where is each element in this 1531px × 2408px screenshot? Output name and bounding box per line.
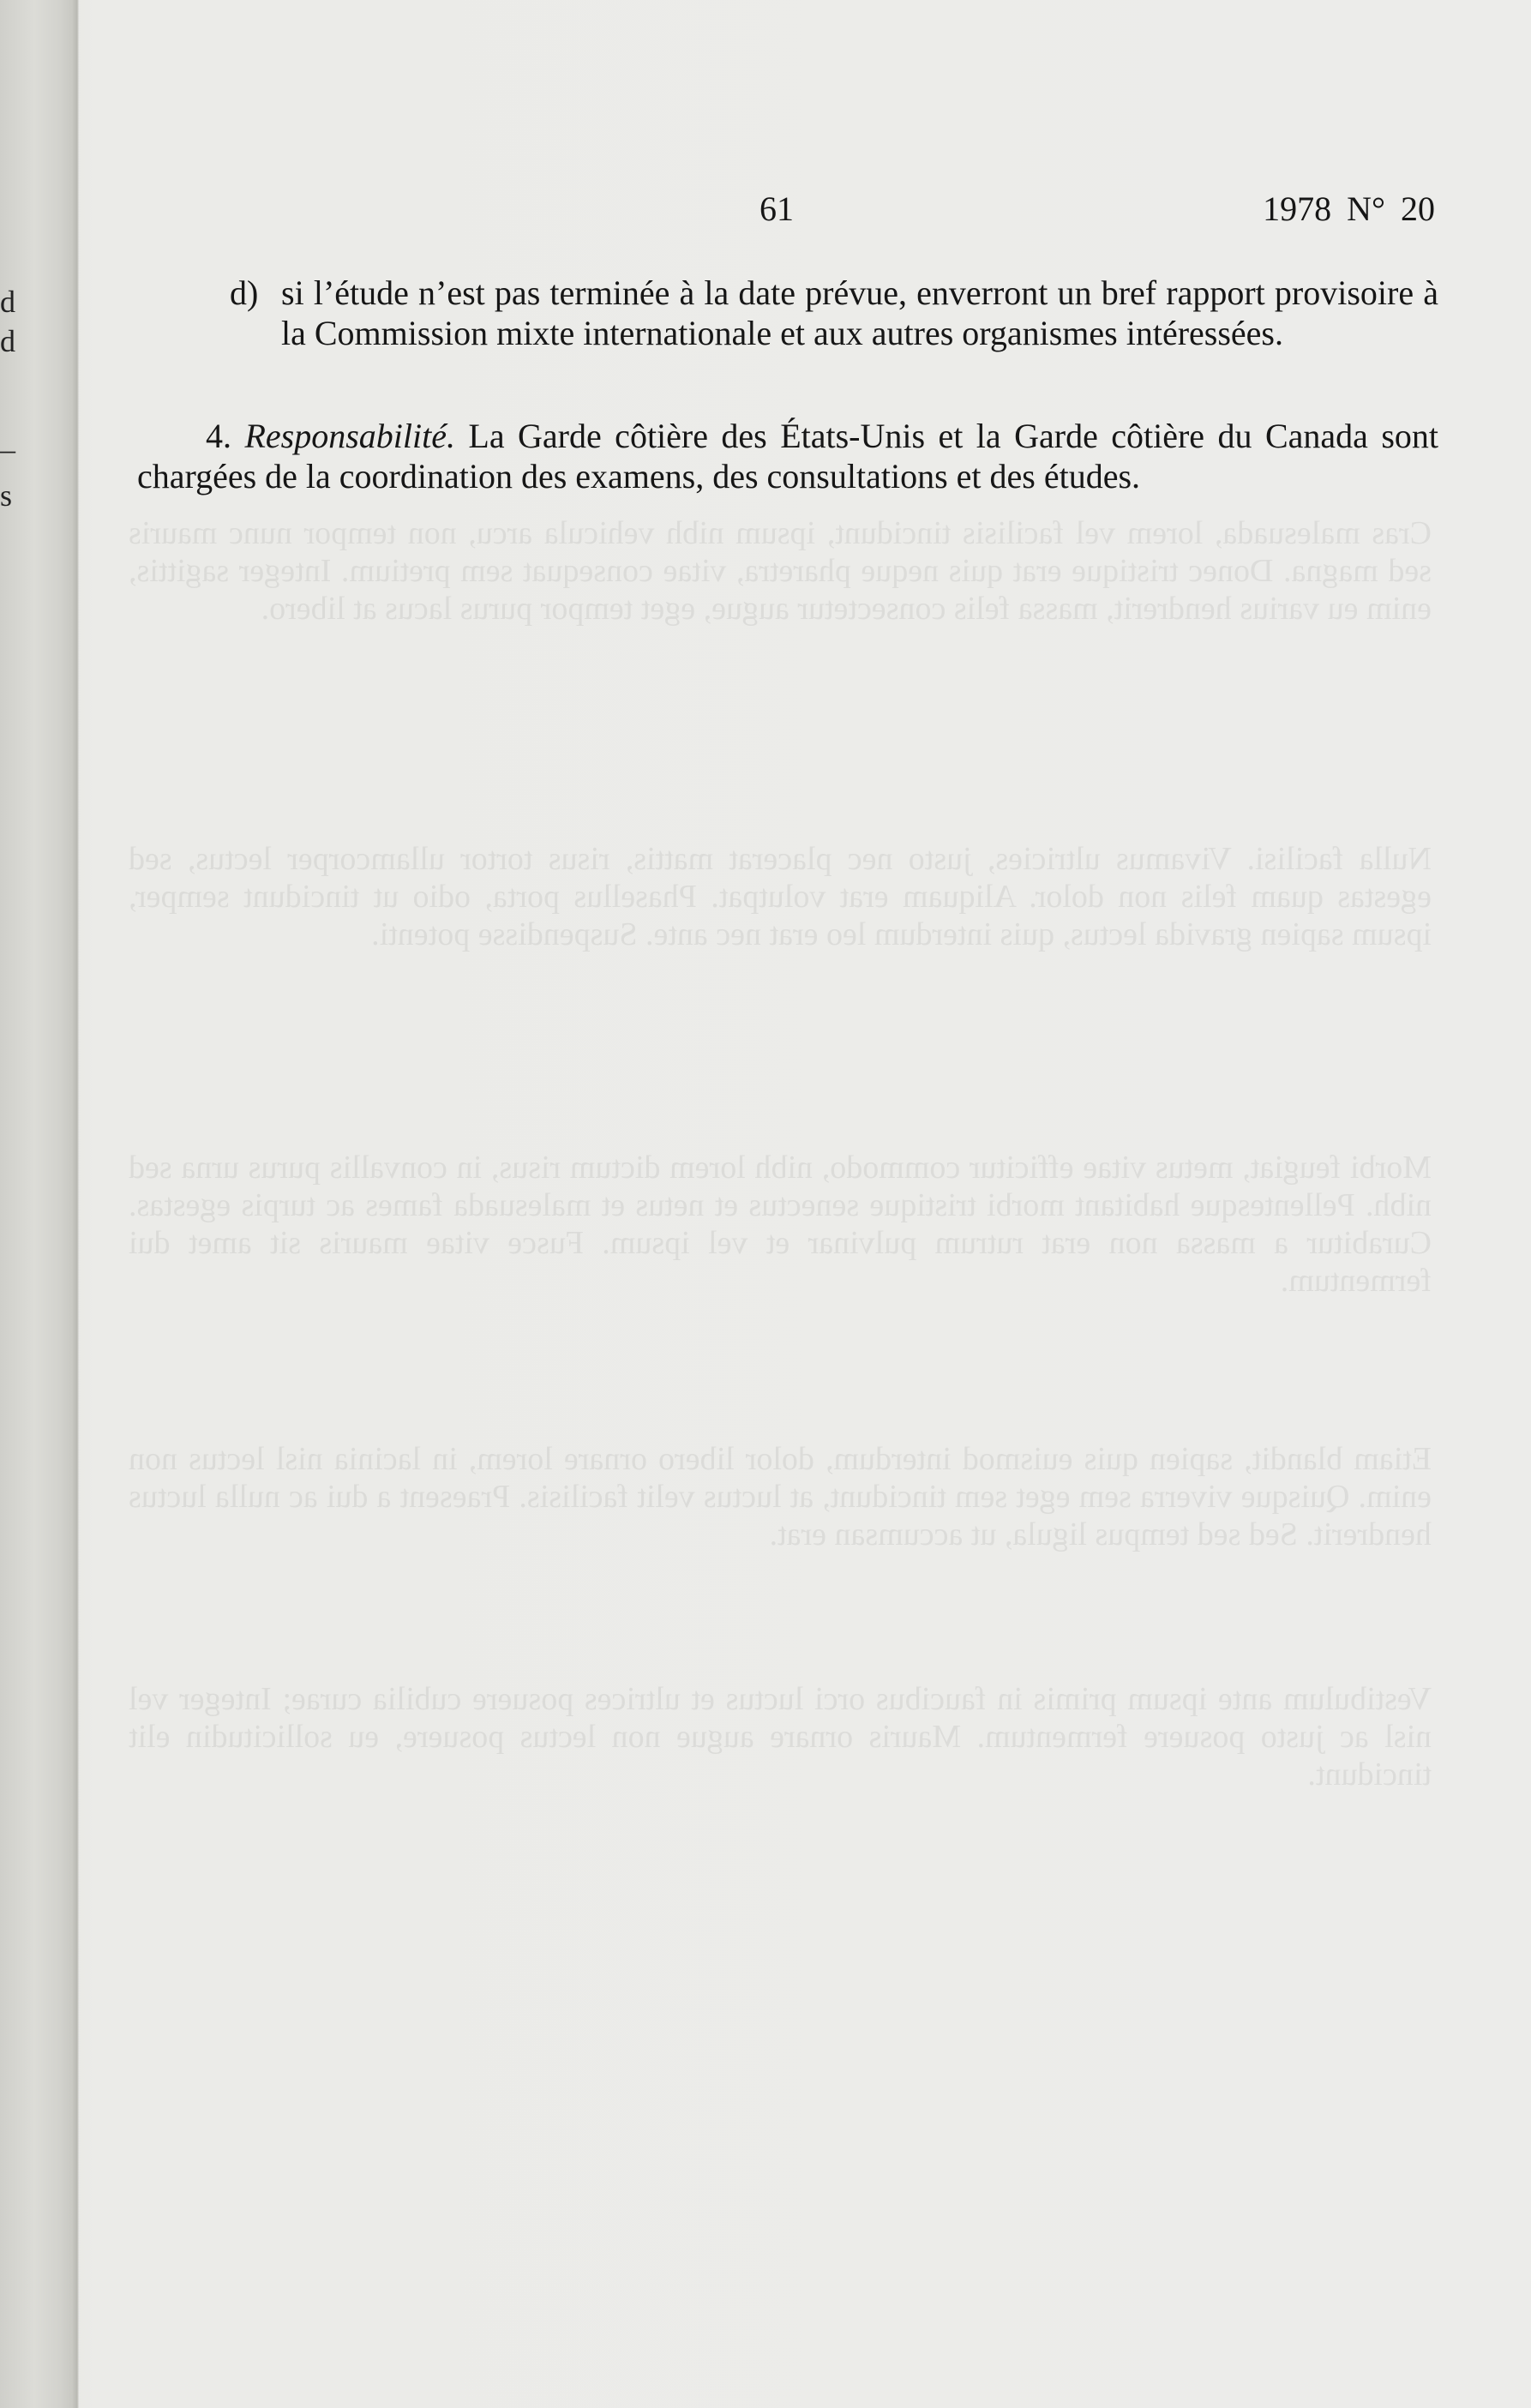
paragraph-text: La Garde côtière des États-Unis et la Garde côtière du Canada sont chargées de la coordination des examens, des consultations et des études. [137,417,1438,495]
facing-page-fragment: d [0,324,15,358]
list-item-text: si l’étude n’est pas terminée à la date prévue, enverront un bref rapport provisoire à la Commission mixte internationale et aux autres organismes intéressées. [281,273,1438,352]
paragraph-number: 4. [206,417,231,455]
list-item-marker: d) [230,273,259,312]
paragraph-heading: Responsabilité. [244,417,455,455]
book-gutter [0,0,79,2408]
page-number: 61 [759,189,794,228]
bleed-through-text: Vestibulum ante ipsum primis in faucibus orci luctus et ultrices posuere cubilia curae; Integer vel nisl ac justo posuere fermentum. Mauris ornare augue non lectus posuere, eu sollicitudin elit tincidunt. [129,1681,1432,1792]
bleed-through-text: Morbi feugiat, metus vitae efficitur commodo, nibh lorem dictum risus, in convallis purus urna sed nibh. Pellentesque habitant morbi tristique senectus et netus et malesuada fames ac turpis egestas. Curabitur a massa non erat rutrum pulvinar et vel ipsum. Fusce vitae mauris sit amet dui fermentum. [129,1150,1432,1299]
facing-page-fragment: – [0,432,15,466]
facing-page-fragment: d [0,285,15,319]
facing-page-fragment: s [0,478,13,513]
document-reference: 1978 N° 20 [1263,189,1435,228]
bleed-through-text: Etiam blandit, sapien quis euismod interdum, dolor libero ornare lorem, in lacinia nisl lectus non enim. Quisque viverra sem eget sem tincidunt, at luctus velit facilisis. Praesent a dui ac nulla luctus hendrerit. Sed sed tempus ligula, ut accumsan erat. [129,1441,1432,1552]
list-item-d [230,273,1438,353]
bleed-through-text: Nulla facilisi. Vivamus ultricies, justo nec placerat mattis, risus tortor ullamcorper lectus, sed egestas quam felis non dolor. Aliquam erat volutpat. Phasellus porta, odio ut tincidunt semper, ipsum sapien gravida lectus, quis interdum leo erat nec ante. Suspendisse potenti. [129,841,1432,952]
bleed-through-text: Cras malesuada, lorem vel facilisis tincidunt, ipsum nibh vehicula arcu, non tempor nunc mauris sed magna. Donec tristique erat quis neque pharetra, vitae consequat sem pretium. Integer sagittis, enim eu varius hendrerit, massa felis consectetur augue, eget tempor purus lacus at libero. [129,515,1432,627]
paragraph-responsabilite [137,416,1438,496]
